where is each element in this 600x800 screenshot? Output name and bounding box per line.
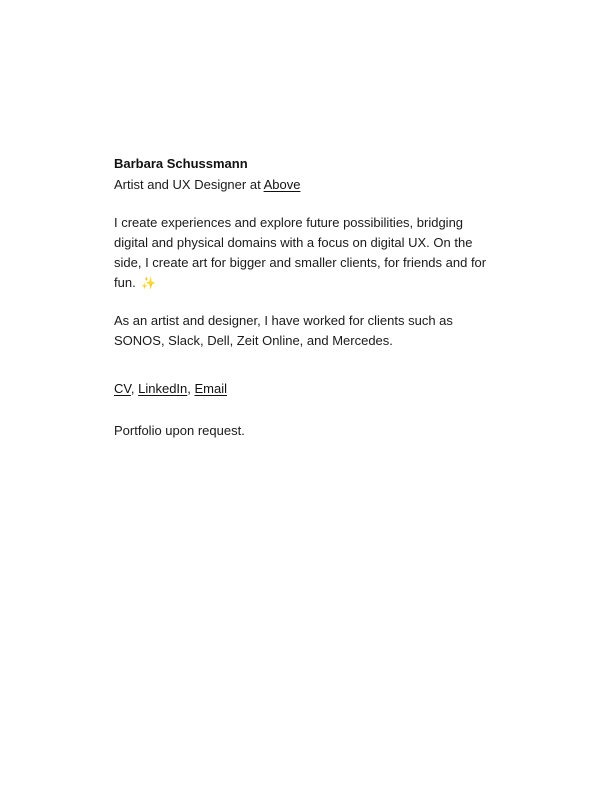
profile-role [114, 175, 494, 195]
bio-paragraph [114, 213, 494, 293]
contact-links [114, 379, 494, 399]
email-link[interactable]: Email [194, 381, 228, 396]
link-separator: , [187, 381, 195, 396]
link-separator: , [130, 381, 139, 396]
clients-paragraph: As an artist and designer, I have worked for clients such as SONOS, Slack, Dell, Zeit Online, and Mercedes. [114, 313, 453, 348]
sparkle-icon: ✨ [141, 276, 157, 290]
company-link[interactable]: Above [263, 177, 301, 192]
profile-content [114, 154, 494, 441]
bio-text: I create experiences and explore future possibilities, bridging digital and physical domains with a focus on digital UX. On the side, I create art for bigger and smaller clients, for friends and for fun. [114, 215, 487, 290]
linkedin-link[interactable]: LinkedIn [138, 381, 188, 396]
role-text: Artist and UX Designer at [114, 177, 264, 192]
profile-name: Barbara Schussmann [114, 156, 248, 171]
portfolio-note: Portfolio upon request. [114, 423, 245, 438]
cv-link[interactable]: CV [114, 381, 131, 396]
